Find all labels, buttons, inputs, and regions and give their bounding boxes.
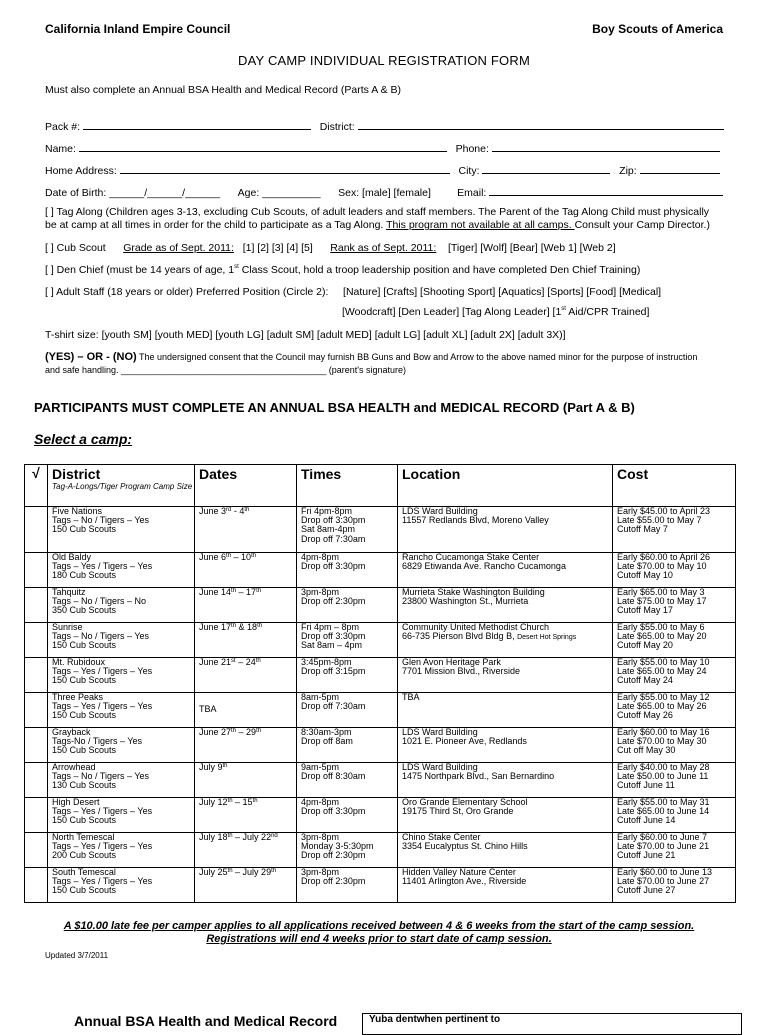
camp-select-checkbox[interactable] [25, 658, 48, 693]
camp-table [24, 464, 736, 903]
camp-district: Old Baldy Tags – Yes / Tigers – Yes 180 Cub Scouts [48, 553, 195, 588]
participants-notice: PARTICIPANTS MUST COMPLETE AN ANNUAL BSA HEALTH and MEDICAL RECORD (Part A & B) [34, 400, 635, 415]
camp-dates-text: June 17th & 18th [199, 622, 263, 632]
consent-text: The undersigned consent that the Council may furnish BB Guns and Bow and Arrow to the above named minor for the purpose of instruction [136, 352, 698, 362]
camp-cost: Early $60.00 to June 7 Late $70.00 to June 21 Cutoff June 21 [613, 833, 736, 868]
zip-field[interactable] [640, 162, 720, 174]
staff-position-sup: st [561, 306, 566, 312]
consent-signature[interactable]: and safe handling. _________________________________________ (parent's signature) [45, 365, 407, 375]
camp-dates-text: June 6th – 10th [199, 552, 257, 562]
camp-times: 3pm-8pm Drop off 2:30pm [297, 868, 398, 903]
city-label: City: [458, 165, 480, 177]
camp-location: Glen Avon Heritage Park 7701 Mission Blvd., Riverside [398, 658, 613, 693]
email-field[interactable] [489, 184, 723, 196]
updated-date: Updated 3/7/2011 [45, 951, 109, 960]
camp-dates [195, 553, 297, 588]
camp-cost: Early $60.00 to April 26 Late $70.00 to May 10 Cutoff May 10 [613, 553, 736, 588]
tag-along-text: be at camp at all times in order for the child to participate as a Tag Along. [45, 219, 387, 231]
camp-dates [195, 507, 297, 553]
camp-select-checkbox[interactable] [25, 588, 48, 623]
camp-dates-text: June 3rd - 4th [199, 506, 250, 516]
camp-dates-text: June 21st – 24th [199, 657, 261, 667]
staff-position-text: [Woodcraft] [Den Leader] [Tag Along Leader] [1 [342, 306, 562, 318]
table-row[interactable] [25, 507, 736, 553]
rank-options[interactable]: [Tiger] [Wolf] [Bear] [Web 1] [Web 2] [447, 242, 616, 254]
camp-district: South Temescal Tags – Yes / Tigers – Yes 150 Cub Scouts [48, 868, 195, 903]
check-column-header: √ [25, 465, 48, 507]
camp-dates [195, 798, 297, 833]
name-label: Name: [45, 143, 76, 155]
phone-field[interactable] [492, 140, 720, 152]
bottom-section-box: Yuba dentwhen pertinent to [362, 1013, 742, 1035]
tshirt-size-row[interactable]: T-shirt size: [youth SM] [youth MED] [youth LG] [adult SM] [adult MED] [adult LG] [adult XL] [adult 2X] [adult 3X)] [45, 329, 566, 341]
tag-along-line1[interactable]: [ ] Tag Along (Children ages 3-13, excluding Cub Scouts, of adult leaders and staff members. The Parent of the Tag Along Child must physically [45, 206, 710, 218]
district-field[interactable] [358, 118, 724, 130]
rank-label: Rank as of Sept. 2011: [330, 242, 437, 254]
camp-select-checkbox[interactable] [25, 868, 48, 903]
camp-cost: Early $65.00 to May 3 Late $75.00 to May 17 Cutoff May 17 [613, 588, 736, 623]
name-field[interactable] [79, 140, 447, 152]
consent-yes-no[interactable]: (YES) – OR - (NO) [45, 351, 137, 363]
table-row[interactable] [25, 658, 736, 693]
camp-times: 4pm-8pm Drop off 3:30pm [297, 553, 398, 588]
camp-district: Five Nations Tags – No / Tigers – Yes 150 Cub Scouts [48, 507, 195, 553]
sex-options[interactable]: Sex: [male] [female] [338, 187, 431, 199]
camp-cost: Early $40.00 to May 28 Late $50.00 to June 11 Cutoff June 11 [613, 763, 736, 798]
camp-times: Fri 4pm – 8pm Drop off 3:30pm Sat 8am – 4pm [297, 623, 398, 658]
camp-select-checkbox[interactable] [25, 798, 48, 833]
pack-label: Pack #: [45, 121, 81, 133]
bottom-section-title: Annual BSA Health and Medical Record [74, 1013, 338, 1029]
grade-label: Grade as of Sept. 2011: [123, 242, 234, 254]
district-label: District: [319, 121, 355, 133]
organization-name: Boy Scouts of America [592, 22, 723, 36]
times-header: Times [297, 465, 398, 507]
camp-location: Rancho Cucamonga Stake Center 6829 Etiwanda Ave. Rancho Cucamonga [398, 553, 613, 588]
camp-cost: Early $55.00 to May 31 Late $65.00 to June 14 Cutoff June 14 [613, 798, 736, 833]
cost-header: Cost [613, 465, 736, 507]
home-address-field[interactable] [120, 162, 450, 174]
camp-dates-text: July 18th – July 22nd [199, 832, 278, 842]
district-header: District Tag-A-Longs/Tiger Program Camp Size [48, 465, 195, 507]
tag-along-line2 [45, 219, 725, 232]
den-chief-text: [ ] Den Chief (must be 14 years of age, 1 [45, 264, 235, 276]
camp-cost: Early $60.00 to June 13 Late $70.00 to June 27 Cutoff June 27 [613, 868, 736, 903]
camp-location: LDS Ward Building 11557 Redlands Blvd, Moreno Valley [398, 507, 613, 553]
camp-dates [195, 588, 297, 623]
camp-dates [195, 728, 297, 763]
camp-dates [195, 833, 297, 868]
den-chief-row[interactable] [45, 264, 725, 277]
camp-dates-text: TBA [199, 704, 217, 715]
camp-location: LDS Ward Building 1475 Northpark Blvd., San Bernardino [398, 763, 613, 798]
camp-cost: Early $55.00 to May 10 Late $65.00 to May 24 Cutoff May 24 [613, 658, 736, 693]
camp-select-checkbox[interactable] [25, 507, 48, 553]
camp-cost: Early $55.00 to May 12 Late $65.00 to May 26 Cutoff May 26 [613, 693, 736, 728]
table-row[interactable] [25, 728, 736, 763]
cub-scout-checkbox[interactable]: [ ] Cub Scout [45, 242, 106, 254]
table-row[interactable] [25, 623, 736, 658]
medical-note: Must also complete an Annual BSA Health and Medical Record (Parts A & B) [45, 84, 402, 96]
home-address-label: Home Address: [45, 165, 117, 177]
camp-select-checkbox[interactable] [25, 553, 48, 588]
address-row [45, 162, 725, 178]
camp-dates-text: July 9th [199, 762, 228, 772]
camp-dates [195, 693, 297, 728]
camp-dates [195, 868, 297, 903]
camp-times: 4pm-8pm Drop off 3:30pm [297, 798, 398, 833]
camp-dates-text: July 25th – July 29th [199, 867, 277, 877]
camp-location: Chino Stake Center 3354 Eucalyptus St. Chino Hills [398, 833, 613, 868]
camp-district: Arrowhead Tags – No / Tigers – Yes 130 Cub Scouts [48, 763, 195, 798]
camp-times: 9am-5pm Drop off 8:30am [297, 763, 398, 798]
camp-dates [195, 658, 297, 693]
age-field[interactable]: Age: __________ [237, 187, 321, 199]
camp-times: 3pm-8pm Drop off 2:30pm [297, 588, 398, 623]
adult-staff-row [45, 286, 725, 299]
camp-select-checkbox[interactable] [25, 623, 48, 658]
camp-cost: Early $55.00 to May 6 Late $65.00 to May 20 Cutoff May 20 [613, 623, 736, 658]
table-row[interactable] [25, 693, 736, 728]
camp-dates-text: July 12th – 15th [199, 797, 258, 807]
camp-location: Murrieta Stake Washington Building 23800 Washington St., Murrieta [398, 588, 613, 623]
camp-dates [195, 623, 297, 658]
tag-along-availability: This program not available at all camps. [386, 219, 575, 231]
dob-row [45, 184, 725, 200]
table-row[interactable] [25, 833, 736, 868]
den-chief-text2: Class Scout, hold a troop leadership position and have completed Den Chief Training) [238, 264, 641, 276]
camp-times: 8:30am-3pm Drop off 8am [297, 728, 398, 763]
camp-times: Fri 4pm-8pm Drop off 3:30pm Sat 8am-4pm Drop off 7:30am [297, 507, 398, 553]
camp-select-checkbox[interactable] [25, 728, 48, 763]
adult-staff-checkbox[interactable]: [ ] Adult Staff (18 years or older) Preferred Position (Circle 2): [45, 286, 329, 298]
camp-district: Sunrise Tags – No / Tigers – Yes 150 Cub Scouts [48, 623, 195, 658]
table-row[interactable] [25, 553, 736, 588]
council-name: California Inland Empire Council [45, 22, 231, 36]
camp-select-checkbox[interactable] [25, 833, 48, 868]
phone-label: Phone: [455, 143, 489, 155]
name-phone-row [45, 140, 725, 156]
zip-label: Zip: [619, 165, 637, 177]
camp-location: Oro Grande Elementary School 19175 Third St, Oro Grande [398, 798, 613, 833]
den-chief-sup: st [234, 264, 239, 270]
camp-cost: Early $45.00 to April 23 Late $55.00 to May 7 Cutoff May 7 [613, 507, 736, 553]
form-title: DAY CAMP INDIVIDUAL REGISTRATION FORM [238, 53, 530, 68]
table-header-row [25, 465, 736, 507]
camp-times: 8am-5pm Drop off 7:30am [297, 693, 398, 728]
camp-location: Hidden Valley Nature Center 11401 Arlington Ave., Riverside [398, 868, 613, 903]
camp-dates-text: June 14th – 17th [199, 587, 262, 597]
pack-field[interactable] [83, 118, 311, 130]
camp-dates-text: June 27th – 29th [199, 727, 262, 737]
camp-district: High Desert Tags – Yes / Tigers – Yes 150 Cub Scouts [48, 798, 195, 833]
camp-cost: Early $60.00 to May 16 Late $70.00 to May 30 Cut off May 30 [613, 728, 736, 763]
camp-location: Community United Methodist Church 66-735 Pierson Blvd Bldg B, Desert Hot Springs [398, 623, 613, 658]
table-row[interactable] [25, 588, 736, 623]
consent-row [45, 351, 725, 364]
location-header: Location [398, 465, 613, 507]
dates-header: Dates [195, 465, 297, 507]
staff-position-options[interactable]: [Nature] [Crafts] [Shooting Sport] [Aquatics] [Sports] [Food] [Medical] [343, 286, 662, 298]
camp-location: TBA [398, 693, 613, 728]
dob-field[interactable]: Date of Birth: ______/______/______ [45, 187, 221, 199]
grade-options[interactable]: [1] [2] [3] [4] [5] [242, 242, 313, 254]
tag-along-consult: Consult your Camp Director.) [574, 219, 710, 231]
camp-district: Mt. Rubidoux Tags – Yes / Tigers – Yes 150 Cub Scouts [48, 658, 195, 693]
district-subheader: Tag-A-Longs/Tiger Program Camp Size [52, 482, 193, 491]
cub-scout-row [45, 242, 725, 255]
late-fee-notice: A $10.00 late fee per camper applies to all applications received between 4 & 6 weeks from the start of the camp session. Registrations will end 4 weeks prior to start date of camp session. [63, 920, 695, 945]
staff-position-text2: Aid/CPR Trained] [565, 306, 650, 318]
email-label: Email: [457, 187, 487, 199]
camp-times: 3pm-8pm Monday 3-5:30pm Drop off 2:30pm [297, 833, 398, 868]
camp-select-checkbox[interactable] [25, 763, 48, 798]
camp-select-checkbox[interactable] [25, 693, 48, 728]
select-camp-heading: Select a camp: [34, 431, 133, 447]
table-row[interactable] [25, 763, 736, 798]
camp-district: Grayback Tags-No / Tigers – Yes 150 Cub Scouts [48, 728, 195, 763]
table-row[interactable] [25, 868, 736, 903]
camp-district: Tahquitz Tags – No / Tigers – No 350 Cub Scouts [48, 588, 195, 623]
staff-position-options-2[interactable] [342, 306, 725, 319]
camp-district: North Temescal Tags – Yes / Tigers – Yes 200 Cub Scouts [48, 833, 195, 868]
camp-location: LDS Ward Building 1021 E. Pioneer Ave, Redlands [398, 728, 613, 763]
table-row[interactable] [25, 798, 736, 833]
camp-dates [195, 763, 297, 798]
camp-district: Three Peaks Tags – Yes / Tigers – Yes 150 Cub Scouts [48, 693, 195, 728]
camp-times: 3:45pm-8pm Drop off 3:15pm [297, 658, 398, 693]
city-field[interactable] [482, 162, 610, 174]
pack-district-row [45, 118, 725, 134]
